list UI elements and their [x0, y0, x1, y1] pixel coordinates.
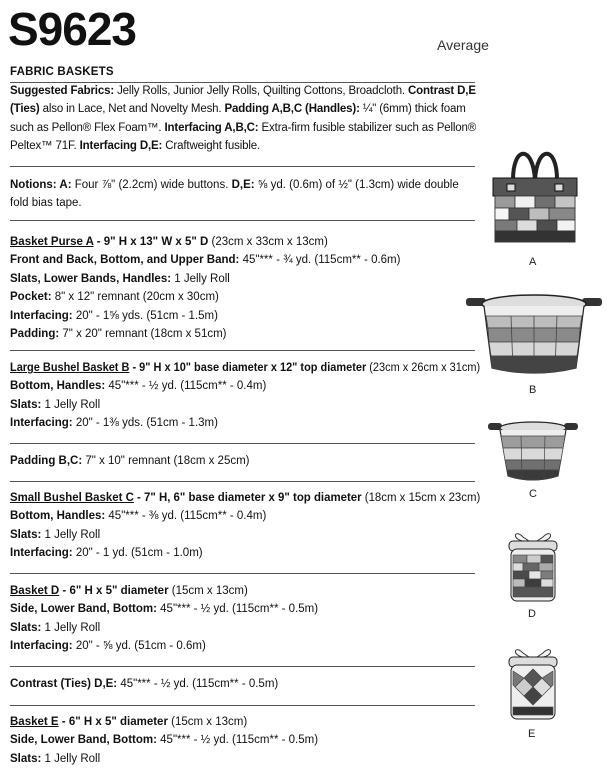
divider: [10, 443, 475, 444]
padding-bc: Padding B,C: 7" x 10" remnant (18cm x 25cm): [10, 455, 250, 467]
basket-c-illustration: [488, 418, 578, 484]
figure-label-e: E: [528, 728, 536, 740]
basket-b-section: Large Bushel Basket B - 9" H x 10" base diameter x 12" top diameter (23cm x 26cm x 31cm) Bottom, Handles: 45"*** - ½ yd. (115cm** - 0.4m) Slats: 1 Jelly Roll Interfacing: 20" - 1⅜ yds. (51cm - 1.3m): [10, 362, 481, 430]
contrast-ties: Contrast (Ties) D,E: 45"*** - ½ yd. (115cm** - 0.5m): [10, 678, 279, 690]
fit-label: Average: [437, 37, 489, 53]
divider: [10, 666, 475, 667]
basket-a-illustration: [485, 140, 585, 258]
basket-d-section: Basket D - 6" H x 5" diameter (15cm x 13cm) Side, Lower Band, Bottom: 45"*** - ½ yd. (115cm** - 0.5m) Slats: 1 Jelly Roll Interfacing: 20" - ⅝ yd. (51cm - 0.6m): [10, 585, 319, 653]
basket-b-illustration: [466, 292, 602, 376]
figure-label-d: D: [528, 608, 536, 620]
basket-e-section: Basket E - 6" H x 5" diameter (15cm x 13cm) Side, Lower Band, Bottom: 45"*** - ½ yd. (115cm** - 0.5m) Slats: 1 Jelly Roll: [10, 716, 319, 765]
figure-label-b: B: [529, 384, 537, 396]
basket-c-section: Small Bushel Basket C - 7" H, 6" base diameter x 9" top diameter (18cm x 15cm x 23cm) Bottom, Handles: 45"*** - ⅜ yd. (115cm** - 0.4m) Slats: 1 Jelly Roll Interfacing: 20" - 1 yd. (51cm - 1.0m): [10, 492, 481, 560]
basket-a-section: Basket Purse A - 9" H x 13" W x 5" D (23cm x 33cm x 13cm) Front and Back, Bottom, and Upper Band: 45"*** - ¾ yd. (115cm** - 0.6m) Slats, Lower Bands, Handles: 1 Jelly Roll Pocket: 8" x 12" remnant (20cm x 30cm) Interfacing: 20" - 1⅝ yds. (51cm - 1.5m) Padding: 7" x 20" remnant (18cm x 51cm): [10, 236, 401, 341]
divider: [10, 481, 475, 482]
suggested-fabrics: Suggested Fabrics: Jelly Rolls, Junior Jelly Rolls, Quilting Cottons, Broadcloth. Contrast D,E (Ties) also in Lace, Net and Novelty Mesh. Padding A,B,C (Handles): ¼" (6mm) thick foam such as Pellon® Flex Foam™. Interfacing A,B,C: Extra-firm fusible stabilizer such as Pellon® Peltex™ 71F. Interfacing D,E: Craftweight fusible.: [10, 85, 477, 153]
figure-label-c: C: [529, 488, 537, 500]
section-title: FABRIC BASKETS: [10, 66, 114, 78]
basket-d-illustration: [505, 527, 561, 607]
divider: [10, 573, 475, 574]
pattern-number: S9623: [8, 3, 137, 55]
divider: [10, 350, 475, 351]
divider: [10, 220, 475, 221]
figure-label-a: A: [529, 256, 537, 268]
divider: [10, 166, 475, 167]
divider: [10, 705, 475, 706]
basket-e-illustration: [505, 643, 561, 725]
notions: Notions: A: Four ⅞" (2.2cm) wide buttons. D,E: ⅝ yd. (0.6m) of ½" (1.3cm) wide double fold bias tape.: [10, 179, 459, 210]
